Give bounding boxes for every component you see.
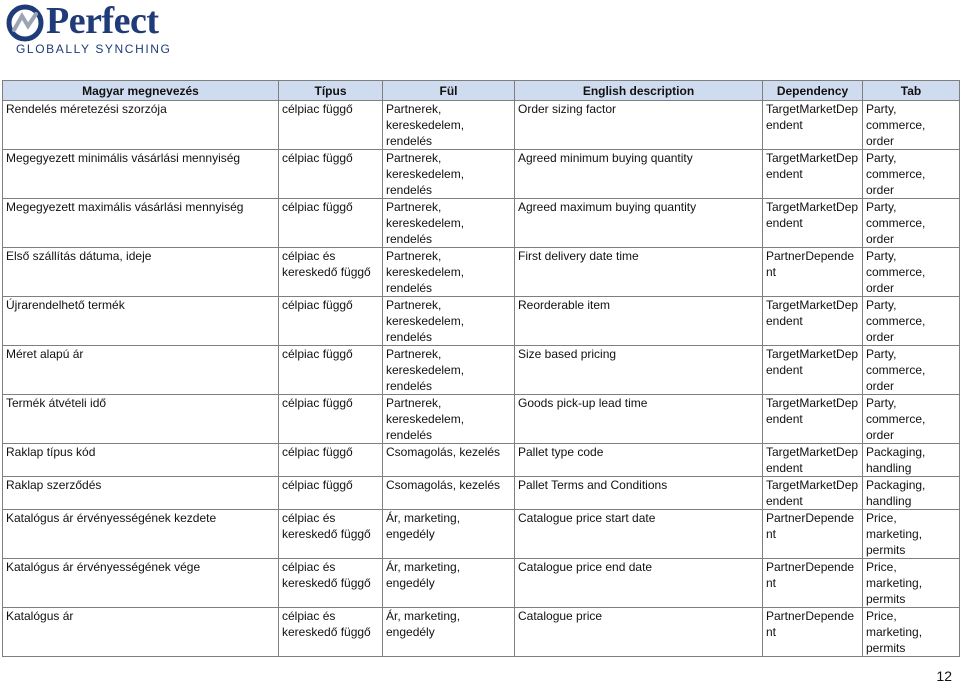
cell-dependency: TargetMarketDependent — [763, 477, 863, 510]
cell-hungarian-name: Termék átvételi idő — [3, 395, 279, 444]
cell-dependency: TargetMarketDependent — [763, 297, 863, 346]
cell-english-description: Agreed minimum buying quantity — [515, 150, 763, 199]
company-logo — [6, 0, 172, 56]
cell-dependency: TargetMarketDependent — [763, 101, 863, 150]
table-header-row — [3, 81, 960, 101]
cell-type: célpiac függő — [279, 395, 383, 444]
cell-type: célpiac és kereskedő függő — [279, 510, 383, 559]
cell-type: célpiac függő — [279, 477, 383, 510]
cell-type: célpiac és kereskedő függő — [279, 608, 383, 657]
cell-type: célpiac függő — [279, 346, 383, 395]
cell-tab: Party, commerce, order — [863, 297, 960, 346]
cell-dependency: TargetMarketDependent — [763, 150, 863, 199]
cell-english-description: Size based pricing — [515, 346, 763, 395]
cell-hungarian-name: Megegyezett maximális vásárlási mennyiség — [3, 199, 279, 248]
table-row — [3, 608, 960, 657]
cell-tab-hu: Partnerek, kereskedelem, rendelés — [383, 346, 515, 395]
cell-hungarian-name: Raklap típus kód — [3, 444, 279, 477]
table-row — [3, 248, 960, 297]
cell-tab: Party, commerce, order — [863, 101, 960, 150]
cell-tab-hu: Partnerek, kereskedelem, rendelés — [383, 150, 515, 199]
cell-english-description: Catalogue price start date — [515, 510, 763, 559]
cell-type: célpiac függő — [279, 297, 383, 346]
header-tab: Tab — [863, 81, 960, 101]
cell-english-description: Goods pick-up lead time — [515, 395, 763, 444]
cell-hungarian-name: Rendelés méretezési szorzója — [3, 101, 279, 150]
cell-dependency: TargetMarketDependent — [763, 199, 863, 248]
cell-tab: Price, marketing, permits — [863, 608, 960, 657]
cell-tab-hu: Partnerek, kereskedelem, rendelés — [383, 199, 515, 248]
table-row — [3, 510, 960, 559]
logo-brand: Perfect — [46, 0, 159, 42]
cell-type: célpiac függő — [279, 199, 383, 248]
cell-hungarian-name: Katalógus ár érvényességének vége — [3, 559, 279, 608]
cell-english-description: First delivery date time — [515, 248, 763, 297]
page-number: 12 — [936, 668, 952, 684]
cell-hungarian-name: Újrarendelhető termék — [3, 297, 279, 346]
cell-english-description: Reorderable item — [515, 297, 763, 346]
table-row — [3, 101, 960, 150]
cell-tab-hu: Partnerek, kereskedelem, rendelés — [383, 395, 515, 444]
cell-tab: Party, commerce, order — [863, 248, 960, 297]
header-tab-hu: Fül — [383, 81, 515, 101]
cell-english-description: Pallet Terms and Conditions — [515, 477, 763, 510]
cell-english-description: Agreed maximum buying quantity — [515, 199, 763, 248]
cell-tab-hu: Ár, marketing, engedély — [383, 559, 515, 608]
cell-dependency: TargetMarketDependent — [763, 395, 863, 444]
cell-tab-hu: Csomagolás, kezelés — [383, 477, 515, 510]
cell-type: célpiac függő — [279, 444, 383, 477]
cell-tab: Party, commerce, order — [863, 346, 960, 395]
table-row — [3, 346, 960, 395]
table-row — [3, 559, 960, 608]
cell-dependency: PartnerDependent — [763, 510, 863, 559]
table-row — [3, 444, 960, 477]
header-dependency: Dependency — [763, 81, 863, 101]
header-type: Típus — [279, 81, 383, 101]
cell-tab: Party, commerce, order — [863, 150, 960, 199]
cell-type: célpiac és kereskedő függő — [279, 248, 383, 297]
cell-dependency: TargetMarketDependent — [763, 444, 863, 477]
cell-hungarian-name: Katalógus ár érvényességének kezdete — [3, 510, 279, 559]
table-row — [3, 297, 960, 346]
cell-tab-hu: Csomagolás, kezelés — [383, 444, 515, 477]
cell-type: célpiac függő — [279, 101, 383, 150]
cell-tab: Party, commerce, order — [863, 395, 960, 444]
perfect-logo-icon — [6, 4, 44, 42]
cell-type: célpiac függő — [279, 150, 383, 199]
cell-tab: Party, commerce, order — [863, 199, 960, 248]
table-row — [3, 395, 960, 444]
cell-dependency: PartnerDependent — [763, 608, 863, 657]
cell-hungarian-name: Méret alapú ár — [3, 346, 279, 395]
cell-dependency: TargetMarketDependent — [763, 346, 863, 395]
cell-tab: Packaging, handling — [863, 444, 960, 477]
cell-hungarian-name: Megegyezett minimális vásárlási mennyiség — [3, 150, 279, 199]
cell-tab: Price, marketing, permits — [863, 559, 960, 608]
cell-dependency: PartnerDependent — [763, 248, 863, 297]
cell-tab: Packaging, handling — [863, 477, 960, 510]
header-hungarian-name: Magyar megnevezés — [3, 81, 279, 101]
table-row — [3, 199, 960, 248]
cell-english-description: Catalogue price — [515, 608, 763, 657]
cell-tab: Price, marketing, permits — [863, 510, 960, 559]
cell-dependency: PartnerDependent — [763, 559, 863, 608]
cell-tab-hu: Ár, marketing, engedély — [383, 608, 515, 657]
header-english-description: English description — [515, 81, 763, 101]
cell-tab-hu: Partnerek, kereskedelem, rendelés — [383, 297, 515, 346]
table-row — [3, 150, 960, 199]
cell-english-description: Pallet type code — [515, 444, 763, 477]
cell-tab-hu: Partnerek, kereskedelem, rendelés — [383, 248, 515, 297]
attribute-table — [2, 80, 960, 657]
cell-tab-hu: Ár, marketing, engedély — [383, 510, 515, 559]
cell-hungarian-name: Első szállítás dátuma, ideje — [3, 248, 279, 297]
cell-english-description: Order sizing factor — [515, 101, 763, 150]
logo-tagline: GLOBALLY SYNCHING — [16, 42, 172, 56]
cell-type: célpiac és kereskedő függő — [279, 559, 383, 608]
cell-hungarian-name: Katalógus ár — [3, 608, 279, 657]
cell-hungarian-name: Raklap szerződés — [3, 477, 279, 510]
table-row — [3, 477, 960, 510]
cell-tab-hu: Partnerek, kereskedelem, rendelés — [383, 101, 515, 150]
cell-english-description: Catalogue price end date — [515, 559, 763, 608]
